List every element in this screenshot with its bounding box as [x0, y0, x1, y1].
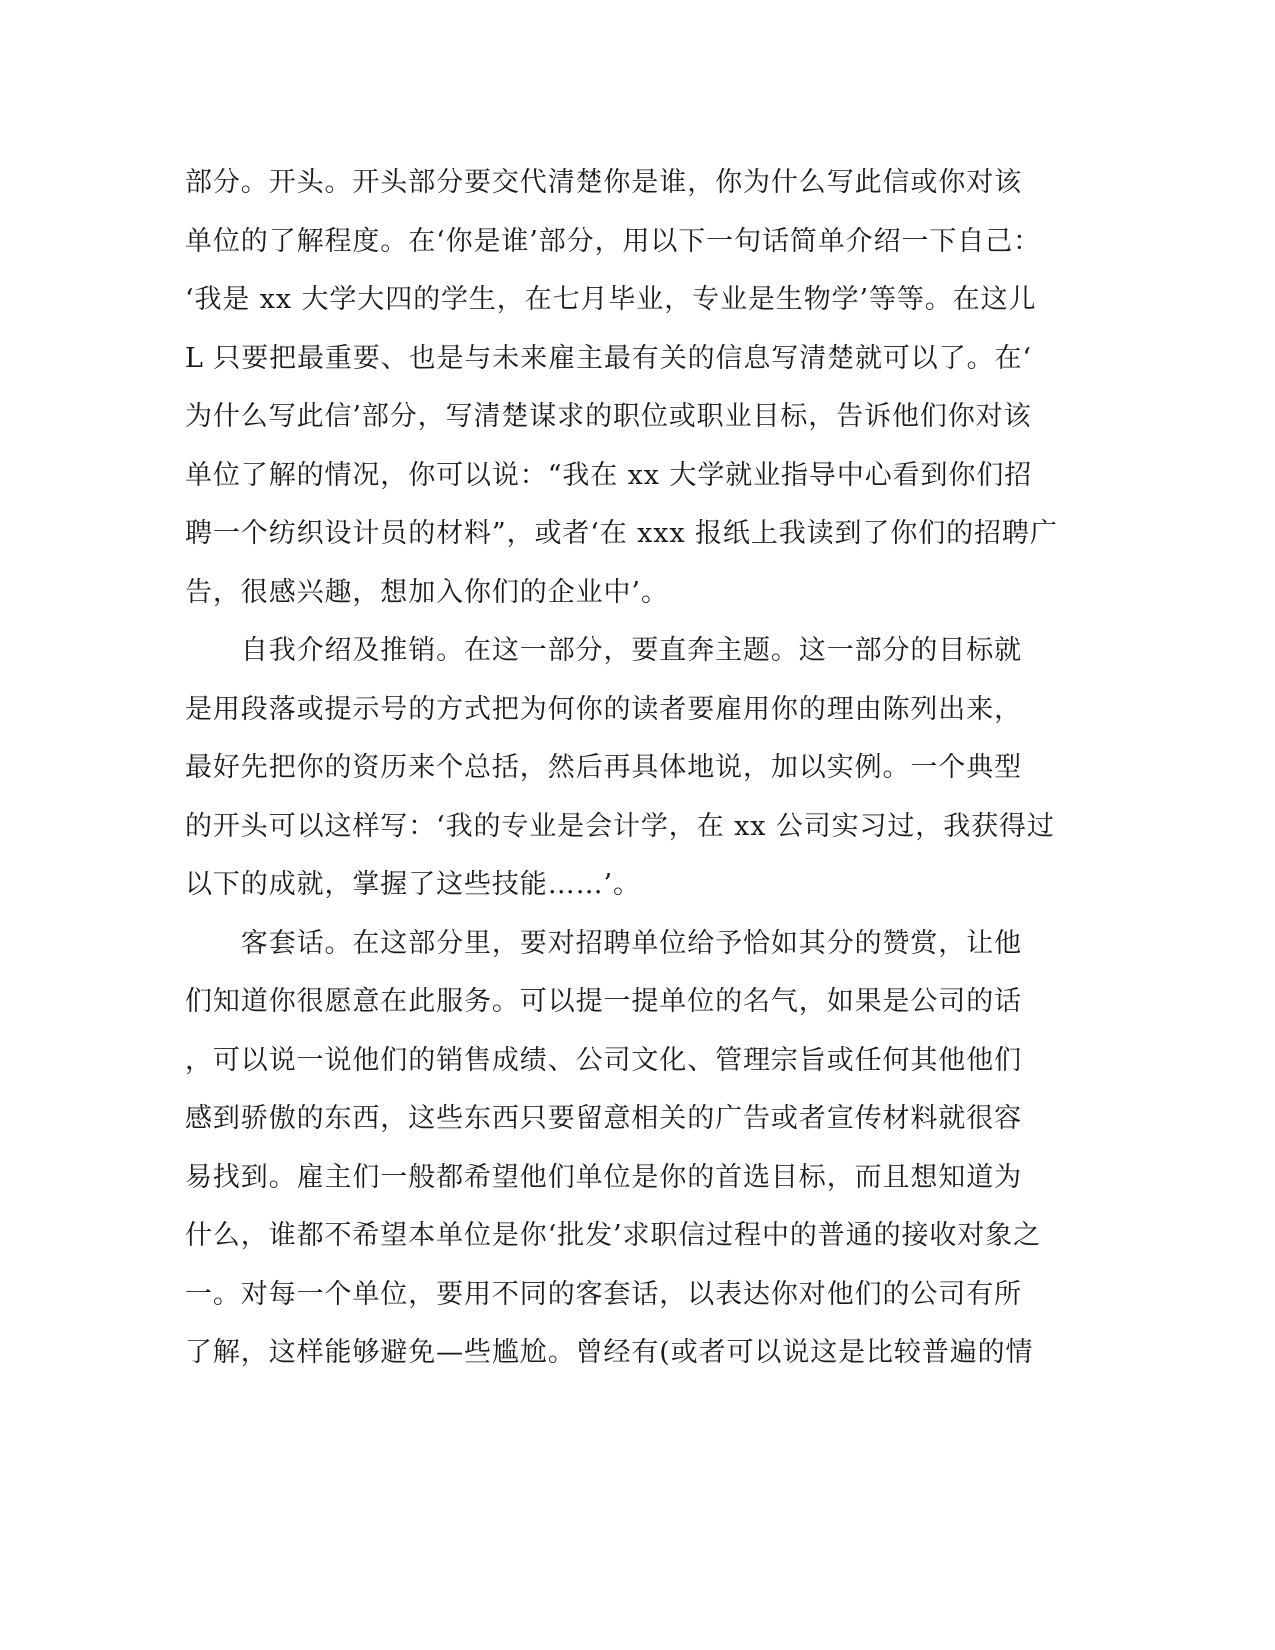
text-line: 客套话。在这部分里，要对招聘单位给予恰如其分的赞赏，让他 — [185, 928, 1022, 959]
text-line: 单位的了解程度。在‘你是谁’部分，用以下一句话简单介绍一下自己： — [185, 226, 1041, 257]
text-line: 感到骄傲的东西，这些东西只要留意相关的广告或者宣传材料就很容 — [185, 1103, 1022, 1134]
text-line: ，可以说一说他们的销售成绩、公司文化、管理宗旨或任何其他他们 — [185, 1045, 1022, 1076]
text-line: 了解，这样能够避免—些尴尬。曾经有(或者可以说这是比较普遍的情 — [185, 1337, 1034, 1368]
text-line: L 只要把最重要、也是与未来雇主最有关的信息写清楚就可以了。在‘ — [185, 343, 1032, 374]
text-line: 为什么写此信’部分，写清楚谋求的职位或职业目标，告诉他们你对该 — [185, 401, 1032, 432]
text-line: 一。对每一个单位，要用不同的客套话，以表达你对他们的公司有所 — [185, 1279, 1022, 1310]
text-line: 部分。开头。开头部分要交代清楚你是谁，你为什么写此信或你对该 — [185, 167, 1022, 198]
text-line: 以下的成就，掌握了这些技能……’。 — [185, 869, 641, 900]
text-line: 易找到。雇主们一般都希望他们单位是你的首选目标，而且想知道为 — [185, 1162, 1022, 1193]
text-line: 是用段落或提示号的方式把为何你的读者要雇用你的理由陈列出来， — [185, 694, 1022, 725]
text-line: 单位了解的情况，你可以说：“我在 xx 大学就业指导中心看到你们招 — [185, 460, 1033, 491]
text-line: 最好先把你的资历来个总括，然后再具体地说，加以实例。一个典型 — [185, 752, 1022, 783]
text-line: ‘我是 xx 大学大四的学生，在七月毕业，专业是生物学’等等。在这儿 — [185, 284, 1037, 315]
text-line: 什么，谁都不希望本单位是你‘批发’求职信过程中的普通的接收对象之 — [185, 1220, 1041, 1251]
text-line: 聘一个纺织设计员的材料”，或者‘在 xxx 报纸上我读到了你们的招聘广 — [185, 518, 1058, 549]
text-line: 告，很感兴趣，想加入你们的企业中’。 — [185, 577, 669, 608]
text-line: 自我介绍及推销。在这一部分，要直奔主题。这一部分的目标就 — [185, 635, 1022, 666]
text-line: 的开头可以这样写：‘我的专业是会计学，在 xx 公司实习过，我获得过 — [185, 811, 1055, 842]
text-line: 们知道你很愿意在此服务。可以提一提单位的名气，如果是公司的话 — [185, 986, 1022, 1017]
